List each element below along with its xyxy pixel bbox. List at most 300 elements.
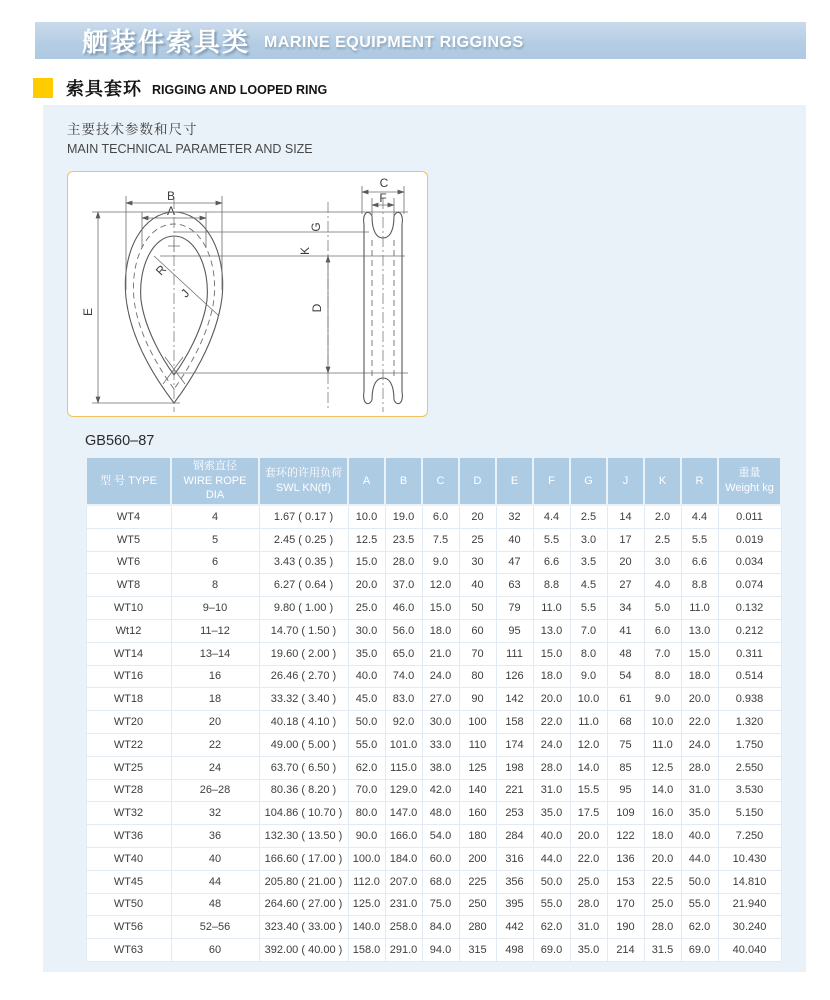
table-cell: 4.4 [533,505,570,528]
table-cell: WT40 [86,847,171,870]
table-cell: 442 [496,916,533,939]
table-cell: 0.514 [718,665,781,688]
table-cell: 11.0 [570,711,607,734]
table-cell: 207.0 [385,870,422,893]
table-cell: 36 [171,825,259,848]
table-cell: 70 [459,642,496,665]
table-cell: 316 [496,847,533,870]
table-cell: 65.0 [385,642,422,665]
table-cell: WT14 [86,642,171,665]
table-cell: 48 [171,893,259,916]
table-cell: 20 [459,505,496,528]
table-cell: 31.0 [570,916,607,939]
table-cell: 221 [496,779,533,802]
spec-table [85,456,782,962]
table-cell: 30 [459,551,496,574]
dim-label-B: B [166,189,176,203]
table-cell: 31.0 [681,779,718,802]
table-cell: 25.0 [348,597,385,620]
dim-label-C: C [379,176,389,190]
table-cell: 40.0 [533,825,570,848]
table-cell: 68.0 [422,870,459,893]
banner-title-en: MARINE EQUIPMENT RIGGINGS [264,33,524,51]
table-cell: 22.0 [570,847,607,870]
table-cell: 22.5 [644,870,681,893]
table-cell: 21.940 [718,893,781,916]
table-cell: 22 [171,733,259,756]
table-cell: 111 [496,642,533,665]
spec-table-body [86,505,781,961]
table-cell: 24.0 [681,733,718,756]
column-header: E [496,457,533,505]
technical-drawing [67,171,428,417]
table-cell: 37.0 [385,574,422,597]
table-cell: 54.0 [422,825,459,848]
table-cell: 63.70 ( 6.50 ) [259,756,348,779]
spec-table-head-row [86,457,781,505]
table-cell: WT18 [86,688,171,711]
table-cell: 69.0 [681,939,718,962]
table-cell: 7.250 [718,825,781,848]
table-cell: 19.0 [385,505,422,528]
table-cell: 28.0 [570,893,607,916]
table-cell: 42.0 [422,779,459,802]
column-header: 型 号 TYPE [86,457,171,505]
table-cell: 5.5 [570,597,607,620]
table-cell: 44.0 [681,847,718,870]
table-cell: 126 [496,665,533,688]
table-cell: 6.27 ( 0.64 ) [259,574,348,597]
table-cell: 50.0 [681,870,718,893]
table-cell: 10.0 [644,711,681,734]
table-cell: 25.0 [644,893,681,916]
table-cell: 40 [459,574,496,597]
table-cell: 50.0 [533,870,570,893]
dim-label-R: R [152,262,170,279]
table-cell: 9.80 ( 1.00 ) [259,597,348,620]
table-cell: 2.550 [718,756,781,779]
column-header: J [607,457,644,505]
table-cell: 17.5 [570,802,607,825]
table-cell: 4 [171,505,259,528]
table-cell: 214 [607,939,644,962]
table-cell: 20.0 [644,847,681,870]
table-cell: 158 [496,711,533,734]
table-cell: 5.5 [681,528,718,551]
table-cell: 27 [607,574,644,597]
table-cell: 14.0 [644,779,681,802]
table-cell: 13.0 [533,619,570,642]
table-cell: 19.60 ( 2.00 ) [259,642,348,665]
column-header: 套环的许用负荷 SWL KN(tf) [259,457,348,505]
table-cell: 8.0 [644,665,681,688]
table-cell: 115.0 [385,756,422,779]
table-cell: 7.5 [422,528,459,551]
table-cell: 129.0 [385,779,422,802]
table-cell: 110 [459,733,496,756]
table-cell: 392.00 ( 40.00 ) [259,939,348,962]
table-cell: 15.5 [570,779,607,802]
table-cell: 23.5 [385,528,422,551]
table-cell: 35.0 [570,939,607,962]
table-row [86,688,781,711]
table-cell: 250 [459,893,496,916]
table-cell: 84.0 [422,916,459,939]
table-cell: WT25 [86,756,171,779]
table-cell: 6.0 [644,619,681,642]
thimble-drawing-svg [68,172,427,416]
table-cell: 14.70 ( 1.50 ) [259,619,348,642]
table-cell: 34 [607,597,644,620]
table-cell: 26–28 [171,779,259,802]
page-banner [35,22,806,59]
table-cell: 70.0 [348,779,385,802]
table-cell: 2.5 [644,528,681,551]
table-cell: 323.40 ( 33.00 ) [259,916,348,939]
table-cell: 184.0 [385,847,422,870]
table-cell: 31.0 [533,779,570,802]
table-cell: 90.0 [348,825,385,848]
tech-param-title-zh: 主要技术参数和尺寸 [67,122,198,137]
table-cell: 315 [459,939,496,962]
table-cell: 147.0 [385,802,422,825]
table-row [86,505,781,528]
table-cell: 6.6 [681,551,718,574]
table-cell: 35.0 [533,802,570,825]
table-cell: 104.86 ( 10.70 ) [259,802,348,825]
table-cell: 75.0 [422,893,459,916]
table-cell: 25 [459,528,496,551]
section-title-zh: 索具套环 [66,79,142,99]
table-cell: 2.0 [644,505,681,528]
dim-label-F: F [379,191,387,205]
table-cell: 9.0 [644,688,681,711]
column-header: 重量 Weight kg [718,457,781,505]
table-cell: 35.0 [348,642,385,665]
table-cell: 3.0 [644,551,681,574]
table-cell: 14.810 [718,870,781,893]
table-cell: 5.5 [533,528,570,551]
table-row [86,733,781,756]
column-header: C [422,457,459,505]
table-cell: 8 [171,574,259,597]
table-cell: 60.0 [422,847,459,870]
table-cell: 48 [607,642,644,665]
table-row [86,870,781,893]
dim-label-D: D [310,303,324,313]
yellow-bullet-icon [33,78,53,98]
table-cell: 45.0 [348,688,385,711]
table-cell: 40.0 [681,825,718,848]
standard-number: GB560–87 [85,433,155,449]
table-cell: WT32 [86,802,171,825]
table-cell: 40.0 [348,665,385,688]
dim-label-G: G [309,222,323,232]
table-cell: Wt12 [86,619,171,642]
table-cell: 170 [607,893,644,916]
table-cell: 10.0 [348,505,385,528]
table-cell: 20.0 [533,688,570,711]
table-cell: WT45 [86,870,171,893]
table-cell: WT5 [86,528,171,551]
table-cell: 6.6 [533,551,570,574]
dim-label-E: E [81,307,95,317]
table-row [86,939,781,962]
table-cell: 8.8 [533,574,570,597]
table-cell: 44.0 [533,847,570,870]
table-cell: 12.5 [348,528,385,551]
section-heading [33,75,327,101]
table-cell: 3.5 [570,551,607,574]
table-cell: 26.46 ( 2.70 ) [259,665,348,688]
table-cell: 18 [171,688,259,711]
table-cell: 200 [459,847,496,870]
table-cell: 21.0 [422,642,459,665]
table-cell: 198 [496,756,533,779]
table-cell: 55.0 [533,893,570,916]
table-cell: 94.0 [422,939,459,962]
table-cell: 90 [459,688,496,711]
table-cell: 100.0 [348,847,385,870]
column-header: K [644,457,681,505]
table-cell: 79 [496,597,533,620]
table-row [86,893,781,916]
table-cell: 5.0 [644,597,681,620]
table-cell: 61 [607,688,644,711]
table-cell: 291.0 [385,939,422,962]
table-cell: 18.0 [422,619,459,642]
table-cell: 28.0 [681,756,718,779]
table-cell: 49.00 ( 5.00 ) [259,733,348,756]
table-cell: 18.0 [644,825,681,848]
table-cell: 5 [171,528,259,551]
table-cell: 0.019 [718,528,781,551]
table-cell: 140.0 [348,916,385,939]
table-cell: 25.0 [570,870,607,893]
table-cell: 205.80 ( 21.00 ) [259,870,348,893]
table-cell: 4.5 [570,574,607,597]
table-cell: 10.430 [718,847,781,870]
table-cell: 7.0 [644,642,681,665]
table-cell: 12.5 [644,756,681,779]
table-cell: 231.0 [385,893,422,916]
table-cell: WT28 [86,779,171,802]
table-cell: 62.0 [533,916,570,939]
table-cell: 166.0 [385,825,422,848]
table-cell: 3.530 [718,779,781,802]
table-cell: WT10 [86,597,171,620]
table-cell: 284 [496,825,533,848]
table-cell: 109 [607,802,644,825]
column-header: A [348,457,385,505]
table-cell: 0.311 [718,642,781,665]
table-cell: 258.0 [385,916,422,939]
table-cell: WT36 [86,825,171,848]
table-cell: 2.5 [570,505,607,528]
dim-label-K: K [298,246,312,256]
table-cell: 32 [496,505,533,528]
table-cell: 20 [171,711,259,734]
table-cell: 0.011 [718,505,781,528]
table-cell: 69.0 [533,939,570,962]
table-cell: 32 [171,802,259,825]
table-cell: 264.60 ( 27.00 ) [259,893,348,916]
table-cell: 7.0 [570,619,607,642]
table-cell: 6 [171,551,259,574]
table-cell: 100 [459,711,496,734]
table-cell: 83.0 [385,688,422,711]
table-cell: 3.0 [570,528,607,551]
table-row [86,597,781,620]
table-row [86,779,781,802]
table-cell: 92.0 [385,711,422,734]
table-cell: 180 [459,825,496,848]
table-cell: 47 [496,551,533,574]
table-row [86,916,781,939]
table-cell: 11.0 [681,597,718,620]
table-cell: 9.0 [422,551,459,574]
column-header: F [533,457,570,505]
column-header: B [385,457,422,505]
table-cell: 24.0 [422,665,459,688]
table-cell: 17 [607,528,644,551]
table-cell: 1.750 [718,733,781,756]
table-cell: 253 [496,802,533,825]
table-cell: 48.0 [422,802,459,825]
table-cell: 46.0 [385,597,422,620]
table-row [86,528,781,551]
table-cell: 62.0 [681,916,718,939]
table-cell: 11.0 [533,597,570,620]
table-cell: 0.034 [718,551,781,574]
table-cell: 35.0 [681,802,718,825]
table-cell: 62.0 [348,756,385,779]
table-cell: 28.0 [644,916,681,939]
table-cell: 101.0 [385,733,422,756]
table-cell: 24.0 [533,733,570,756]
table-cell: 122 [607,825,644,848]
table-cell: 80.0 [348,802,385,825]
table-cell: 50.0 [348,711,385,734]
table-cell: 22.0 [681,711,718,734]
dim-label-J: J [177,286,193,301]
table-cell: WT63 [86,939,171,962]
table-cell: 4.4 [681,505,718,528]
table-cell: 140 [459,779,496,802]
table-row [86,847,781,870]
table-cell: WT20 [86,711,171,734]
table-cell: 9–10 [171,597,259,620]
banner-title-zh: 舾装件索具类 [82,27,251,57]
dim-label-A: A [166,204,176,218]
table-row [86,642,781,665]
table-cell: 136 [607,847,644,870]
table-cell: 63 [496,574,533,597]
table-row [86,802,781,825]
table-cell: 80.36 ( 8.20 ) [259,779,348,802]
table-cell: WT4 [86,505,171,528]
column-header: 钢索直径 WIRE ROPE DIA [171,457,259,505]
table-cell: 30.0 [422,711,459,734]
table-cell: 12.0 [422,574,459,597]
table-row [86,574,781,597]
table-cell: 95 [607,779,644,802]
table-cell: 50 [459,597,496,620]
table-cell: 5.150 [718,802,781,825]
table-cell: 0.212 [718,619,781,642]
table-cell: 3.43 ( 0.35 ) [259,551,348,574]
table-cell: 31.5 [644,939,681,962]
table-cell: 225 [459,870,496,893]
table-cell: 24 [171,756,259,779]
table-cell: 74.0 [385,665,422,688]
column-header: R [681,457,718,505]
table-cell: 55.0 [681,893,718,916]
table-cell: 41 [607,619,644,642]
content-panel [43,105,806,972]
table-row [86,711,781,734]
table-cell: 30.0 [348,619,385,642]
table-cell: 40 [171,847,259,870]
table-cell: 12.0 [570,733,607,756]
table-cell: 395 [496,893,533,916]
table-cell: 75 [607,733,644,756]
table-cell: 1.67 ( 0.17 ) [259,505,348,528]
table-cell: 16.0 [644,802,681,825]
table-cell: 13.0 [681,619,718,642]
table-cell: 1.320 [718,711,781,734]
table-cell: 190 [607,916,644,939]
table-cell: 0.074 [718,574,781,597]
table-cell: 20.0 [681,688,718,711]
table-cell: 30.240 [718,916,781,939]
table-cell: 20.0 [348,574,385,597]
table-row [86,665,781,688]
table-cell: 2.45 ( 0.25 ) [259,528,348,551]
table-cell: WT16 [86,665,171,688]
table-cell: 11–12 [171,619,259,642]
table-cell: 80 [459,665,496,688]
table-cell: WT22 [86,733,171,756]
table-cell: 8.0 [570,642,607,665]
table-cell: 55.0 [348,733,385,756]
table-cell: 95 [496,619,533,642]
table-row [86,619,781,642]
table-cell: 44 [171,870,259,893]
table-cell: 0.938 [718,688,781,711]
table-cell: 18.0 [681,665,718,688]
table-cell: 28.0 [385,551,422,574]
table-cell: 153 [607,870,644,893]
table-cell: WT56 [86,916,171,939]
table-cell: 158.0 [348,939,385,962]
table-cell: 4.0 [644,574,681,597]
table-cell: 6.0 [422,505,459,528]
table-cell: 11.0 [644,733,681,756]
table-cell: 54 [607,665,644,688]
table-cell: 22.0 [533,711,570,734]
table-cell: WT50 [86,893,171,916]
table-cell: 15.0 [681,642,718,665]
table-row [86,551,781,574]
table-cell: 166.60 ( 17.00 ) [259,847,348,870]
section-title-en: RIGGING AND LOOPED RING [152,82,328,97]
table-cell: 60 [459,619,496,642]
table-cell: 356 [496,870,533,893]
table-row [86,756,781,779]
table-cell: 0.132 [718,597,781,620]
table-cell: 15.0 [348,551,385,574]
